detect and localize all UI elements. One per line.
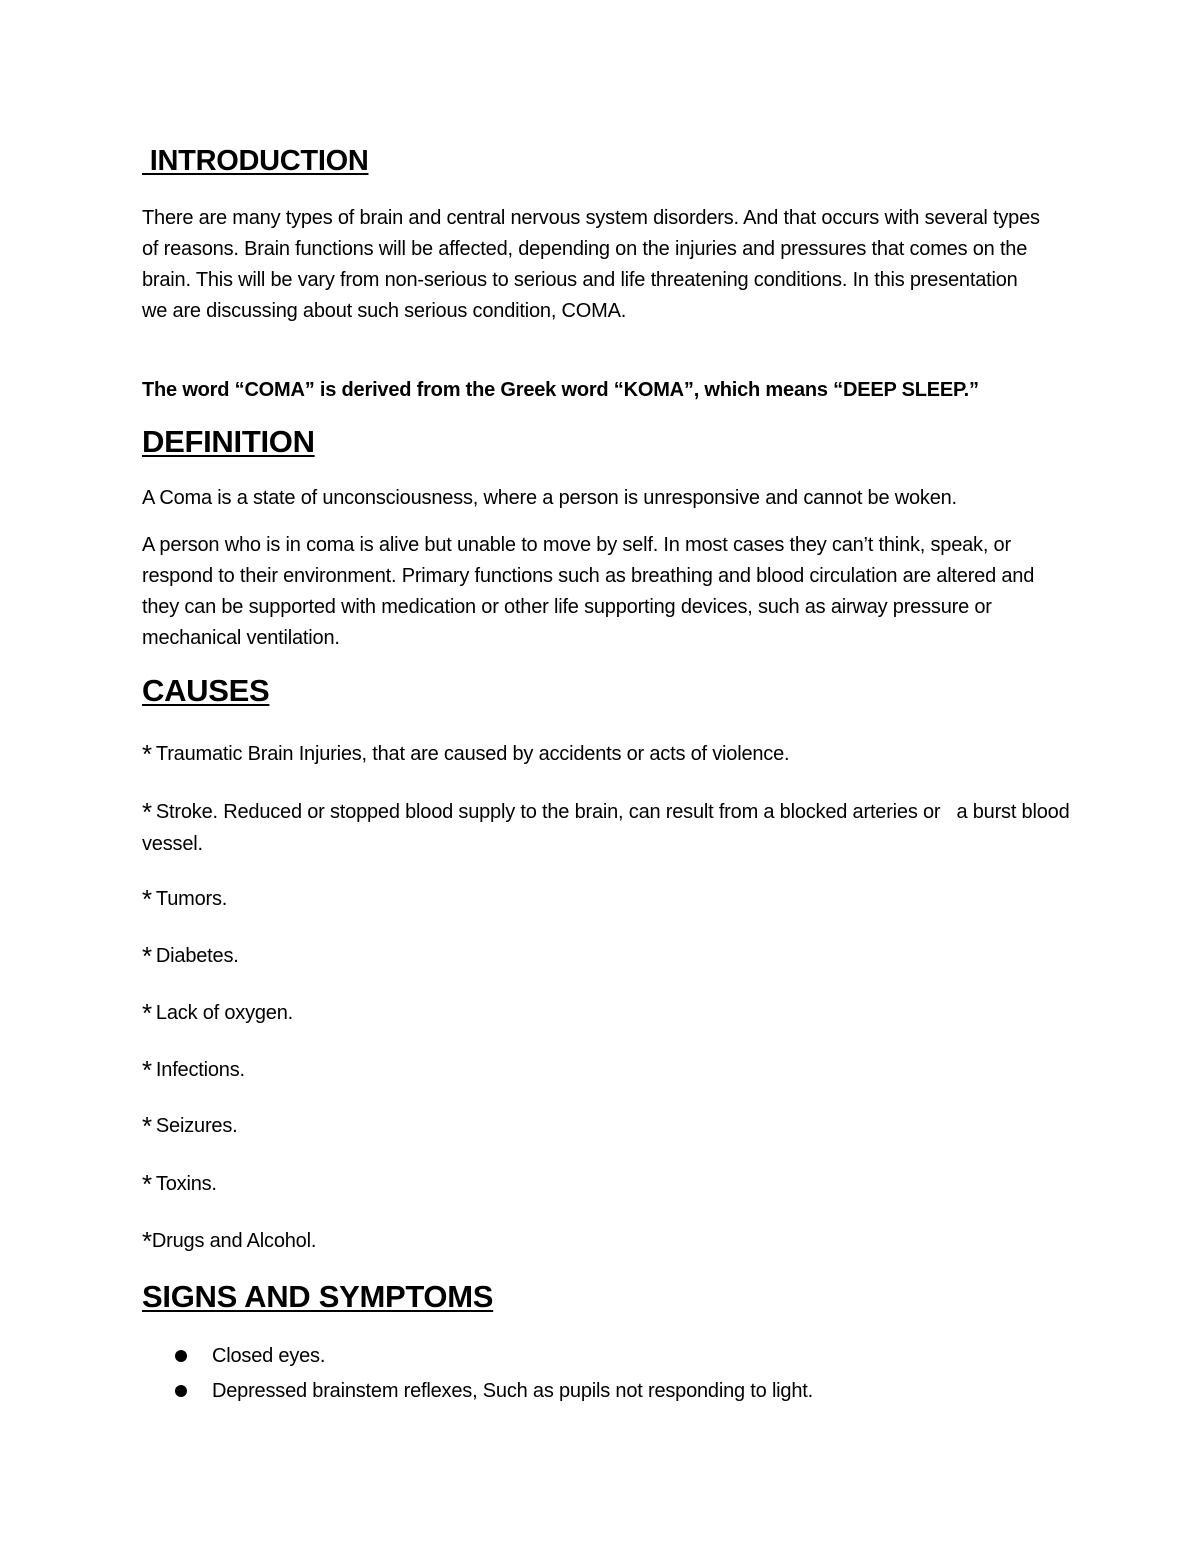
cause-text: Stroke. Reduced or stopped blood supply to the brain, can result from a blocked arteries or a burst blood vessel. xyxy=(142,801,1075,855)
causes-heading: CAUSES xyxy=(142,673,270,708)
asterisk-marker: * xyxy=(142,1226,152,1256)
definition-heading: DEFINITION xyxy=(142,424,315,459)
list-item xyxy=(172,1374,813,1409)
cause-text: Tumors. xyxy=(155,888,228,910)
cause-item xyxy=(142,1225,1072,1257)
cause-text: Lack of oxygen. xyxy=(155,1002,294,1024)
cause-item xyxy=(142,883,1072,915)
cause-text: Drugs and Alcohol. xyxy=(151,1230,317,1252)
introduction-heading: INTRODUCTION xyxy=(142,145,369,177)
bullet-dot-icon xyxy=(175,1350,187,1362)
bullet-dot-icon xyxy=(175,1385,187,1397)
asterisk-marker: * xyxy=(142,941,152,971)
cause-text: Traumatic Brain Injuries, that are caused by accidents or acts of violence. xyxy=(155,743,790,765)
introduction-paragraph: There are many types of brain and central nervous system disorders. And that occurs with several types of reasons. Brain functions will be affected, depending on the injuries and pressures that comes on the brain. This will be vary from non-serious to serious and life threatening conditions. In this presentation we are discussing about such serious condition, COMA. xyxy=(142,207,1040,322)
cause-item xyxy=(142,1110,1072,1142)
cause-text: Seizures. xyxy=(155,1115,238,1137)
cause-text: Infections. xyxy=(155,1059,245,1081)
cause-item xyxy=(142,997,1072,1029)
cause-item xyxy=(142,1168,1072,1200)
definition-paragraph-2: A person who is in coma is alive but unable to move by self. In most cases they can’t think, speak, or respond to their environment. Primary functions such as breathing and blood circulation are altered and they can be supported with medication or other life supporting devices, such as airway pressure or mechanical ventilation. xyxy=(142,534,1035,649)
asterisk-marker: * xyxy=(142,1169,152,1199)
signs-and-symptoms-heading: SIGNS AND SYMPTOMS xyxy=(142,1279,494,1314)
asterisk-marker: * xyxy=(142,998,152,1028)
symptoms-list xyxy=(172,1339,813,1409)
etymology-paragraph: The word “COMA” is derived from the Greek word “KOMA”, which means “DEEP SLEEP.” xyxy=(142,379,979,401)
cause-item xyxy=(142,1054,1072,1086)
asterisk-marker: * xyxy=(142,1055,152,1085)
list-item xyxy=(172,1339,813,1374)
cause-text: Diabetes. xyxy=(155,945,239,967)
symptom-text: Closed eyes. xyxy=(212,1345,326,1367)
asterisk-marker: * xyxy=(142,797,152,827)
asterisk-marker: * xyxy=(142,1111,152,1141)
asterisk-marker: * xyxy=(142,884,152,914)
cause-item xyxy=(142,738,1072,770)
asterisk-marker: * xyxy=(142,739,152,769)
definition-paragraph-1: A Coma is a state of unconsciousness, where a person is unresponsive and cannot be woken. xyxy=(142,487,957,509)
symptom-text: Depressed brainstem reflexes, Such as pupils not responding to light. xyxy=(212,1380,813,1402)
cause-item xyxy=(142,940,1072,972)
cause-item xyxy=(142,796,1075,860)
cause-text: Toxins. xyxy=(155,1173,217,1195)
